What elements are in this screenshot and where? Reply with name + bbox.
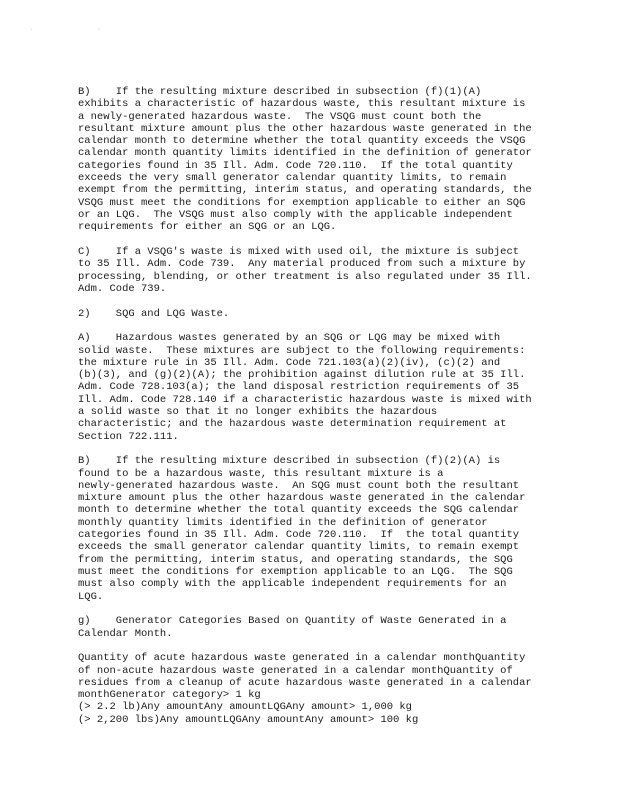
text-line: calendar month quantity limits identified in the definition of generator [78,147,532,160]
text-line: (> 2.2 lb)Any amountAny amountLQGAny amount> 1,000 kg [78,701,412,714]
text-line: categories found in 35 Ill. Adm. Code 720.110. If the total quantity [78,529,520,542]
text-line: Quantity of acute hazardous waste generated in a calendar monthQuantity [78,652,526,665]
scan-marks: ' ' [30,28,131,35]
text-line: 2) SQG and LQG Waste. [78,307,230,320]
paragraph [78,86,578,234]
text-line: mixture amount plus the other hazardous waste generated in the calendar [78,492,526,505]
text-line: monthGenerator category> 1 kg [78,689,261,702]
text-line: a newly-generated hazardous waste. The VSQG must count both the [78,110,482,123]
text-line: to 35 Ill. Adm. Code 739. Any material produced from such a mixture by [78,258,526,271]
paragraph [78,246,578,295]
paragraph [78,615,578,640]
text-line: exceeds the small generator calendar quantity limits, to remain exempt [78,541,520,554]
text-line: B) If the resulting mixture described in subsection (f)(1)(A) [78,86,482,98]
paragraph-gap [78,640,578,652]
text-line: requirements for either an SQG or an LQG. [78,221,337,234]
text-line: categories found in 35 Ill. Adm. Code 720.110. If the total quantity [78,159,513,172]
text-line: month to determine whether the total quantity exceeds the SQG calendar [78,504,520,517]
text-line: found to be a hazardous waste, this resultant mixture is a [78,467,444,480]
paragraph [78,332,578,443]
text-line: Ill. Adm. Code 728.140 if a characteristic hazardous waste is mixed with [78,393,532,406]
paragraph-gap [78,603,578,615]
text-line: VSQG must meet the conditions for exemption applicable to either an SQG [78,196,526,209]
text-line: calendar month to determine whether the total quantity exceeds the VSQG [78,135,526,148]
text-line: C) If a VSQG's waste is mixed with used oil, the mixture is subject [78,245,520,258]
document-body [78,86,578,726]
text-line: of non-acute hazardous waste generated in a calendar monthQuantity of [78,664,513,677]
text-line: must also comply with the applicable independent requirements for an [78,578,507,591]
text-line: Adm. Code 728.103(a); the land disposal restriction requirements of 35 [78,381,520,394]
text-line: from the permitting, interim status, and operating standards, the SQG [78,553,513,566]
paragraph [78,308,578,320]
paragraph-gap [78,234,578,246]
text-line: Adm. Code 739. [78,282,167,295]
paragraph-gap [78,443,578,455]
text-line: A) Hazardous wastes generated by an SQG or LQG may be mixed with [78,332,501,345]
text-line: resultant mixture amount plus the other hazardous waste generated in the [78,122,532,135]
text-line: exempt from the permitting, interim status, and operating standards, the [78,184,532,197]
text-line: B) If the resulting mixture described in subsection (f)(2)(A) is [78,455,501,468]
text-line: or an LQG. The VSQG must also comply with the applicable independent [78,208,513,221]
text-line: (> 2,200 lbs)Any amountLQGAny amountAny amount> 100 kg [78,713,419,726]
text-line: must meet the conditions for exemption applicable to an LQG. The SQG [78,565,513,578]
text-line: newly-generated hazardous waste. An SQG must count both the resultant [78,479,520,492]
text-line: the mixture rule in 35 Ill. Adm. Code 721.103(a)(2)(iv), (c)(2) and [78,356,501,369]
text-line: monthly quantity limits identified in the definition of generator [78,516,488,529]
text-line: residues from a cleanup of acute hazardous waste generated in a calendar [78,676,532,689]
text-line: g) Generator Categories Based on Quantity of Waste Generated in a [78,615,507,628]
text-line: exhibits a characteristic of hazardous waste, this resultant mixture is [78,98,526,111]
paragraph [78,652,578,726]
text-line: Calendar Month. [78,627,173,640]
text-line: exceeds the very small generator calendar quantity limits, to remain [78,172,507,185]
paragraph-gap [78,295,578,307]
text-line: characteristic; and the hazardous waste determination requirement at [78,418,507,431]
text-line: solid waste. These mixtures are subject to the following requirements: [78,344,526,357]
text-line: Section 722.111. [78,430,179,443]
paragraph [78,455,578,603]
text-line: (b)(3), and (g)(2)(A); the prohibition against dilution rule at 35 Ill. [78,369,526,382]
text-line: a solid waste so that it no longer exhibits the hazardous [78,406,438,418]
paragraph-gap [78,320,578,332]
text-line: processing, blending, or other treatment is also regulated under 35 Ill. [78,270,532,283]
text-line: LQG. [78,590,104,603]
